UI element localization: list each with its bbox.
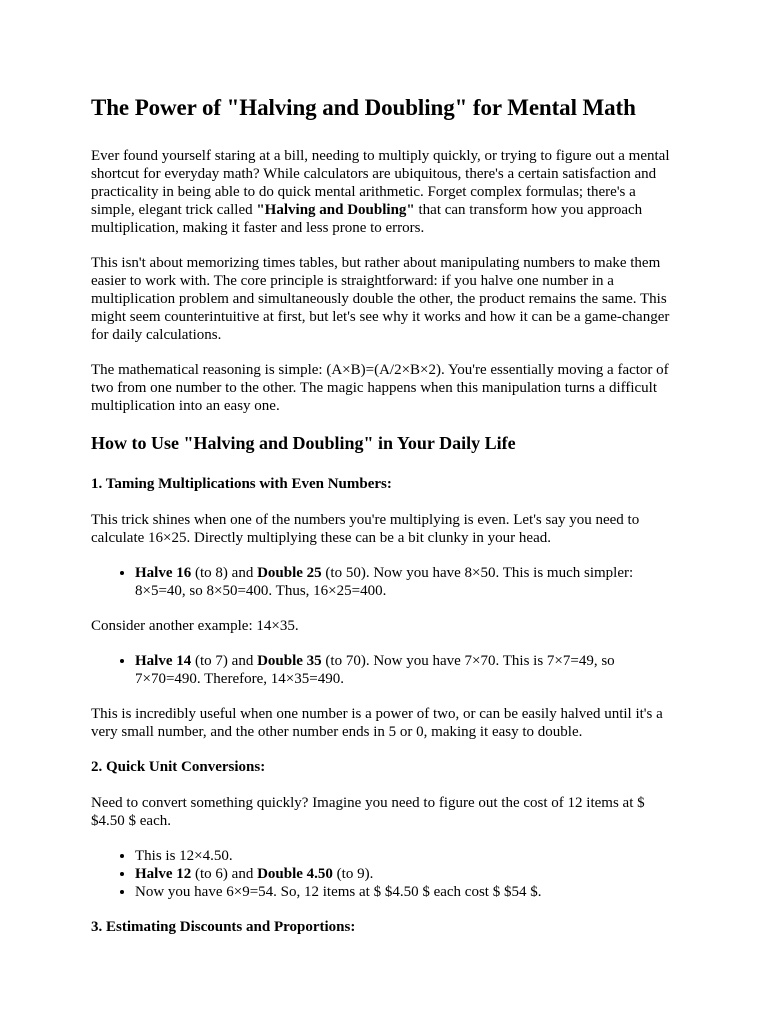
s1-ex2-bold-1: Halve 14 [135,653,192,669]
s1-ex1-bold-1: Halve 16 [135,565,192,581]
s1-ex2-text-2: (to 70). Now you have 7×70. This is 7×7=49, so 7×70=490. Therefore, 14×35=490. [135,653,615,687]
list-item [135,564,676,600]
subsection-heading-1: 1. Taming Multiplications with Even Numbers: [91,476,392,492]
intro-p1-emphasis: "Halving and Doubling" [256,202,415,218]
intro-paragraph-1 [91,147,676,237]
list-item: • Now you have 6×9=54. So, 12 items at $ $4.50 $ each cost $ $54 $. [135,883,676,901]
s1-example-list-2 [91,652,676,688]
intro-paragraph-2: This isn't about memorizing times tables, but rather about manipulating numbers to make them easier to work with. The core principle is straightforward: if you halve one number in a multiplication problem and simultaneously double the other, the product remains the same. This might seem counterintuitive at first, but let's see why it works and how it can be a game-changer for daily calculations. [91,255,670,343]
s1-ex1-bold-2: Double 25 [257,565,322,581]
page-title: The Power of "Halving and Doubling" for Mental Math [91,95,636,120]
s2-li2-text-1: (to 6) and [191,866,258,882]
section-heading: How to Use "Halving and Doubling" in Your Daily Life [91,433,516,453]
list-item: • This is 12×4.50. [135,847,676,865]
s1-ex1-text-1: (to 8) and [191,565,258,581]
intro-paragraph-3: The mathematical reasoning is simple: (A×B)=(A/2×B×2). You're essentially moving a factor of two from one number to the other. The magic happens when this manipulation turns a difficult multiplication into an easy one. [91,362,669,414]
list-item [135,652,676,688]
s1-ex2-bold-2: Double 35 [257,653,322,669]
s1-example-list-1 [91,564,676,600]
intro-p1-text-end: that can transform how you approach multiplication, making it faster and less prone to errors. [91,202,643,236]
s2-li2-bold-2: Double 4.50 [257,866,333,882]
subsection-heading-3: 3. Estimating Discounts and Proportions: [91,919,356,935]
s2-li2-text-2: (to 9). [332,866,374,882]
intro-p1-text-start: Ever found yourself staring at a bill, needing to multiply quickly, or trying to figure out a mental shortcut for everyday math? While calculators are ubiquitous, there's a certain satisfaction and practicality in being able to do quick mental arithmetic. Forget complex formulas; there's a simple, elegant trick called [91,148,670,218]
s1-ex1-text-2: (to 50). Now you have 8×50. This is much simpler: 8×5=40, so 8×50=400. Thus, 16×25=400. [135,565,634,599]
s2-list [91,847,676,901]
s1-paragraph-1: This trick shines when one of the numbers you're multiplying is even. Let's say you need to calculate 16×25. Directly multiplying these can be a bit clunky in your head. [91,512,640,546]
s2-li2-bold-1: Halve 12 [135,866,192,882]
s2-paragraph-1: Need to convert something quickly? Imagine you need to figure out the cost of 12 items at $ $4.50 $ each. [91,795,645,829]
list-item [135,865,676,883]
s1-paragraph-2: Consider another example: 14×35. [91,618,299,634]
subsection-heading-2: 2. Quick Unit Conversions: [91,759,266,775]
s1-ex2-text-1: (to 7) and [191,653,258,669]
s1-paragraph-3: This is incredibly useful when one number is a power of two, or can be easily halved until it's a very small number, and the other number ends in 5 or 0, making it easy to double. [91,706,663,740]
